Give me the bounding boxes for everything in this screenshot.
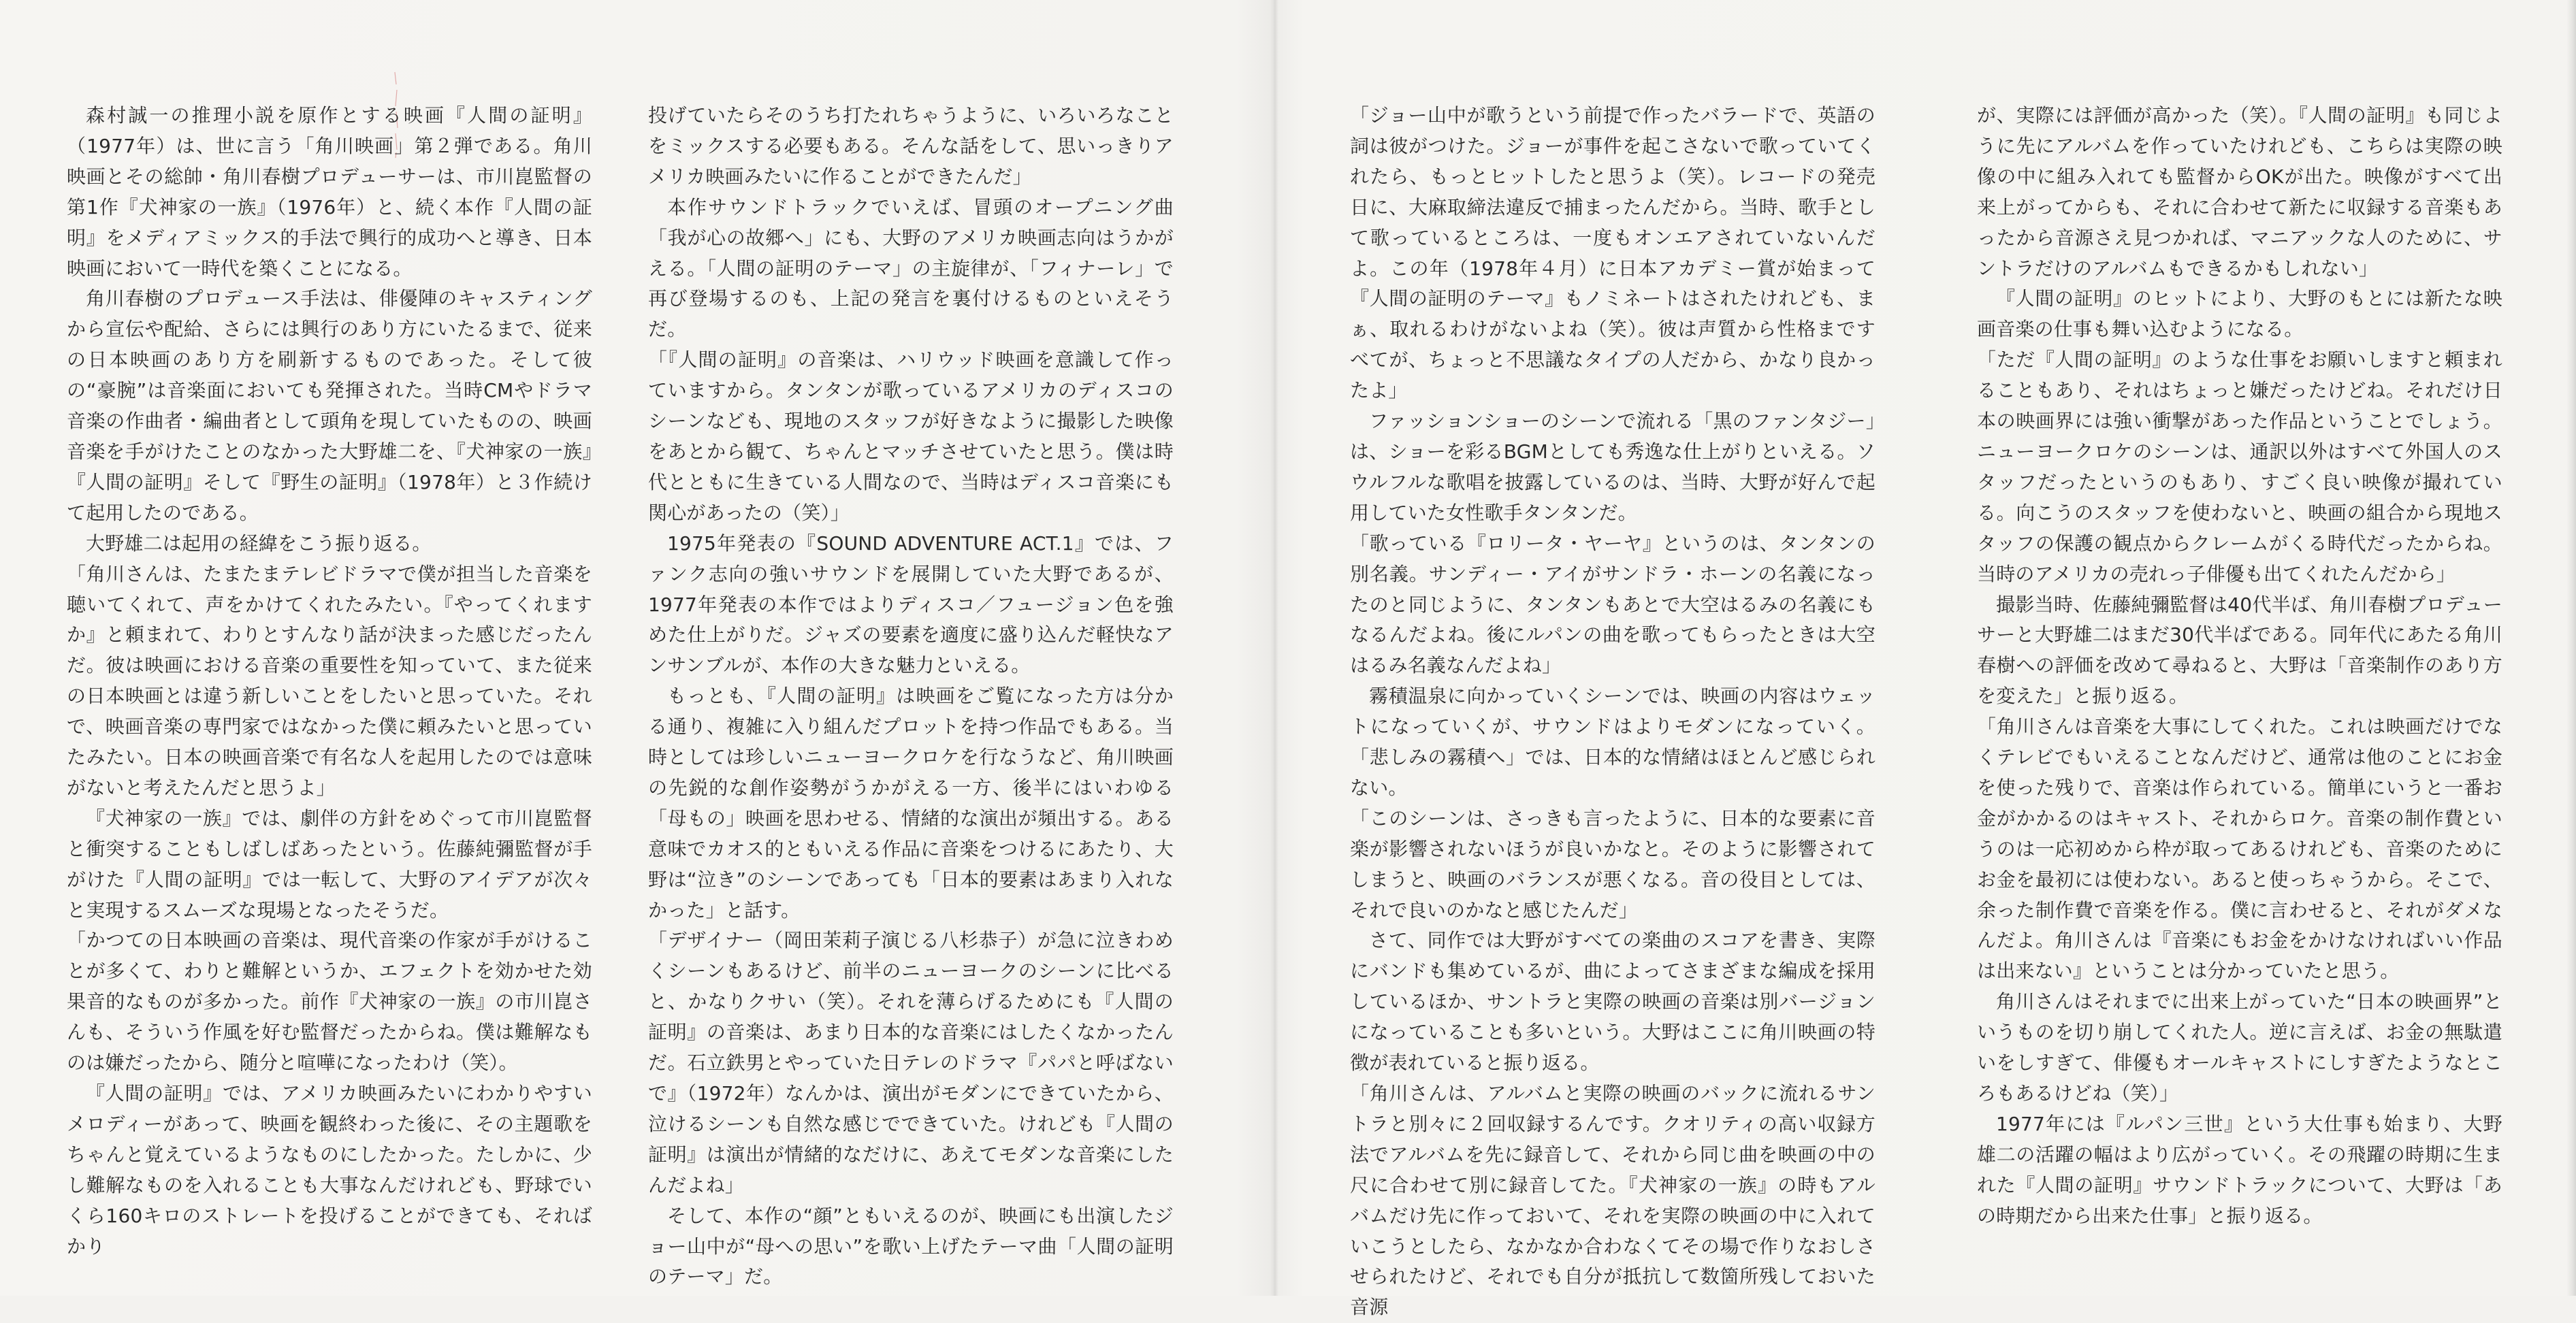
paragraph: 『犬神家の一族』では、劇伴の方針をめぐって市川崑監督と衝突することもしばしばあったという。佐藤純彌監督が手がけた『人間の証明』では一転して、大野のアイデアが次々と実現するスムーズな現場となったそうだ。 — [67, 806, 592, 921]
paragraph: 角川さんはそれまでに出来上がっていた“日本の映画界”というものを切り崩してくれた人。逆に言えば、お金の無駄遣いをしすぎて、俳優もオールキャストにしすぎたようなところもあるけどね（笑）」 — [1977, 990, 2502, 1105]
text-column-1 — [67, 101, 592, 1262]
quote-paragraph: 「歌っている『ロリータ・ヤーヤ』というのは、タンタンの別名義。サンディー・アイがサンドラ・ホーンの名義になったのと同じように、タンタンもあとで大空はるみの名義にもなるんだよね。後にルパンの曲を歌ってもらったときは大空はるみ名義なんだよね」 — [1350, 532, 1875, 677]
quote-paragraph: が、実際には評価が高かった（笑）。『人間の証明』も同じように先にアルバムを作っていたけれども、こちらは実際の映像の中に組み入れても監督からOKが出た。映像がすべて出来上がってからも、それに合わせて新たに収録する音楽もあったから音源さえ見つかれば、マニアックな人のために、サントラだけのアルバムもできるかもしれない」 — [1977, 104, 2502, 280]
quote-paragraph: 「ジョー山中が歌うという前提で作ったバラードで、英語の詞は彼がつけた。ジョーが事件を起こさないで歌っていてくれたら、もっとヒットしたと思うよ（笑）。レコードの発売日に、大麻取締法違反で捕まったんだから。当時、歌手として歌っているところは、一度もオンエアされていないんだよ。この年（1978年４月）に日本アカデミー賞が始まって『人間の証明のテーマ』もノミネートはされたけれども、まぁ、取れるわけがないよね（笑）。彼は声質から性格まですべてが、ちょっと不思議なタイプの人だから、かなり良かったよ」 — [1350, 104, 1875, 402]
quote-paragraph: 「ただ『人間の証明』のような仕事をお願いしますと頼まれることもあり、それはちょっと嫌だったけどね。それだけ日本の映画界には強い衝撃があった作品ということでしょう。ニューヨークロケのシーンは、通訳以外はすべて外国人のスタッフだったというのもあり、すごく良い映像が撮れている。向こうのスタッフを使わないと、映画の組合から現地スタッフの保護の観点からクレームがくる時代だったからね。当時のアメリカの売れっ子俳優も出てくれたんだから」 — [1977, 348, 2502, 585]
paragraph: 『人間の証明』のヒットにより、大野のもとには新たな映画音楽の仕事も舞い込むようになる。 — [1977, 287, 2502, 341]
paragraph: 本作サウンドトラックでいえば、冒頭のオープニング曲「我が心の故郷へ」にも、大野のアメリカ映画志向はうかがえる。「人間の証明のテーマ」の主旋律が、「フィナーレ」で再び登場するのも、上記の発言を裏付けるものといえそうだ。 — [648, 195, 1174, 341]
paragraph: 1977年には『ルパン三世』という大仕事も始まり、大野雄二の活躍の幅はより広がっていく。その飛躍の時期に生まれた『人間の証明』サウンドトラックについて、大野は「あの時期だから出来た仕事」と振り返る。 — [1977, 1112, 2502, 1227]
paragraph: もっとも、『人間の証明』は映画をご覧になった方は分かる通り、複雑に入り組んだプロットを持つ作品でもある。当時としては珍しいニューヨークロケを行なうなど、角川映画の先鋭的な創作姿勢がうかがえる一方、後半にはいわゆる「母もの」映画を思わせる、情緒的な演出が頻出する。ある意味でカオス的ともいえる作品に音楽をつけるにあたり、大野は“泣き”のシーンであっても「日本的要素はあまり入れなかった」と話す。 — [648, 685, 1174, 921]
paragraph: 『人間の証明』では、アメリカ映画みたいにわかりやすいメロディーがあって、映画を観終わった後に、その主題歌をちゃんと覚えているようなものにしたかった。たしかに、少し難解なものを入れることも大事なんだけれども、野球でいくら160キロのストレートを投げることができても、そればかり — [67, 1082, 592, 1258]
text-column-2 — [648, 101, 1174, 1292]
quote-paragraph: 「角川さんは音楽を大事にしてくれた。これは映画だけでなくテレビでもいえることなんだけど、通常は他のことにお金を使った残りで、音楽は作られている。簡単にいうと一番お金がかかるのはキャスト、それからロケ。音楽の制作費というのは一応初めから枠が取ってあるけれども、音楽のためにお金を最初には使わない。あると使っちゃうから。そこで、余った制作費で音楽を作る。僕に言わせると、それがダメなんだよ。角川さんは『音楽にもお金をかけなければいい作品は出来ない』ということは分かっていたと思う。 — [1977, 715, 2502, 983]
quote-paragraph: 「かつての日本映画の音楽は、現代音楽の作家が手がけることが多くて、わりと難解というか、エフェクトを効かせた効果音的なものが多かった。前作『犬神家の一族』の市川崑さんも、そういう作風を好む監督だったからね。僕は難解なものは嫌だったから、随分と喧嘩になったわけ（笑）。 — [67, 929, 592, 1075]
paragraph: 森村誠一の推理小説を原作とする映画『人間の証明』（1977年）は、世に言う「角川映画」第２弾である。角川映画とその総帥・角川春樹プロデューサーは、市川崑監督の第1作『犬神家の一族』（1976年）と、続く本作『人間の証明』をメディアミックス的手法で興行的成功へと導き、日本映画において一時代を築くことになる。 — [67, 104, 592, 280]
booklet-edge-shadow — [2566, 0, 2576, 1296]
text-column-3 — [1350, 101, 1875, 1323]
quote-paragraph: 「このシーンは、さっきも言ったように、日本的な要素に音楽が影響されないほうが良いかなと。そのように影響されてしまうと、映画のバランスが悪くなる。音の役目としては、それで良いのかなと感じたんだ」 — [1350, 806, 1875, 921]
paragraph: 1975年発表の『SOUND ADVENTURE ACT.1』では、ファンク志向の強いサウンドを展開していた大野であるが、1977年発表の本作ではよりディスコ／フュージョン色を強めた仕上がりだ。ジャズの要素を適度に盛り込んだ軽快なアンサンブルが、本作の大きな魅力といえる。 — [648, 532, 1174, 677]
paragraph: 大野雄二は起用の経緯をこう振り返る。 — [86, 532, 432, 555]
quote-paragraph: 「『人間の証明』の音楽は、ハリウッド映画を意識して作っていますから。タンタンが歌っているアメリカのディスコのシーンなども、現地のスタッフが好きなように撮影した映像をあとから観て、ちゃんとマッチさせていたと思う。僕は時代とともに生きている人間なので、当時はディスコ音楽にも関心があったの（笑）」 — [648, 348, 1174, 524]
text-column-4 — [1977, 101, 2502, 1232]
paragraph: 霧積温泉に向かっていくシーンでは、映画の内容はウェットになっていくが、サウンドはよりモダンになっていく。「悲しみの霧積へ」では、日本的な情緒はほとんど感じられない。 — [1350, 685, 1875, 799]
paragraph: 角川春樹のプロデュース手法は、俳優陣のキャスティングから宣伝や配給、さらには興行のあり方にいたるまで、従来の日本映画のあり方を刷新するものであった。そして彼の“豪腕”は音楽面においても発揮された。当時CMやドラマ音楽の作曲者・編曲者として頭角を現していたものの、映画音楽を手がけたことのなかった大野雄二を、『犬神家の一族』『人間の証明』そして『野生の証明』（1978年）と３作続けて起用したのである。 — [67, 287, 592, 524]
paragraph: そして、本作の“顔”ともいえるのが、映画にも出演したジョー山中が“母への思い”を歌い上げたテーマ曲「人間の証明のテーマ」だ。 — [648, 1204, 1174, 1288]
paragraph: ファッションショーのシーンで流れる「黒のファンタジー」は、ショーを彩るBGMとしても秀逸な仕上がりといえる。ソウルフルな歌唱を披露しているのは、当時、大野が好んで起用していた女性歌手タンタンだ。 — [1350, 410, 1875, 524]
quote-paragraph: 「デザイナー（岡田茉莉子演じる八杉恭子）が急に泣きわめくシーンもあるけど、前半のニューヨークのシーンに比べると、かなりクサい（笑）。それを薄らげるためにも『人間の証明』の音楽は、あまり日本的な音楽にはしたくなかったんだ。石立鉄男とやっていた日テレのドラマ『パパと呼ばないで』（1972年）なんかは、演出がモダンにできていたから、泣けるシーンも自然な感じでできていた。けれども『人間の証明』は演出が情緒的なだけに、あえてモダンな音楽にしたんだよね」 — [648, 929, 1174, 1196]
quote-paragraph: 「角川さんは、たまたまテレビドラマで僕が担当した音楽を聴いてくれて、声をかけてくれたみたい。『やってくれますか』と頼まれて、わりとすんなり話が決まった感じだったんだ。彼は映画における音楽の重要性を知っていて、また従来の日本映画とは違う新しいことをしたいと思っていた。それで、映画音楽の専門家ではなかった僕に頼みたいと思っていたみたい。日本の映画音楽で有名な人を起用したのでは意味がないと考えたんだと思うよ」 — [67, 562, 592, 799]
paragraph: さて、同作では大野がすべての楽曲のスコアを書き、実際にバンドも集めているが、曲によってさまざまな編成を採用しているほか、サントラと実際の映画の音楽は別バージョンになっていることも多いという。大野はここに角川映画の特徴が表れていると振り返る。 — [1350, 929, 1875, 1075]
paragraph: 撮影当時、佐藤純彌監督は40代半ば、角川春樹プロデューサーと大野雄二はまだ30代半ばである。同年代にあたる角川春樹への評価を改めて尋ねると、大野は「音楽制作のあり方を変えた」と振り返る。 — [1977, 593, 2502, 708]
page-fold — [1270, 0, 1278, 1296]
quote-paragraph: 「角川さんは、アルバムと実際の映画のバックに流れるサントラと別々に２回収録するんです。クオリティの高い収録方法でアルバムを先に録音して、それから同じ曲を映画の中の尺に合わせて別に録音してた。『犬神家の一族』の時もアルバムだけ先に作っておいて、それを実際の映画の中に入れていこうとしたら、なかなか合わなくてその場で作りなおしさせられたけど、それでも自分が抵抗して数箇所残しておいた音源 — [1350, 1082, 1875, 1319]
quote-paragraph: 投げていたらそのうち打たれちゃうように、いろいろなことをミックスする必要もある。そんな話をして、思いっきりアメリカ映画みたいに作ることができたんだ」 — [648, 104, 1174, 188]
